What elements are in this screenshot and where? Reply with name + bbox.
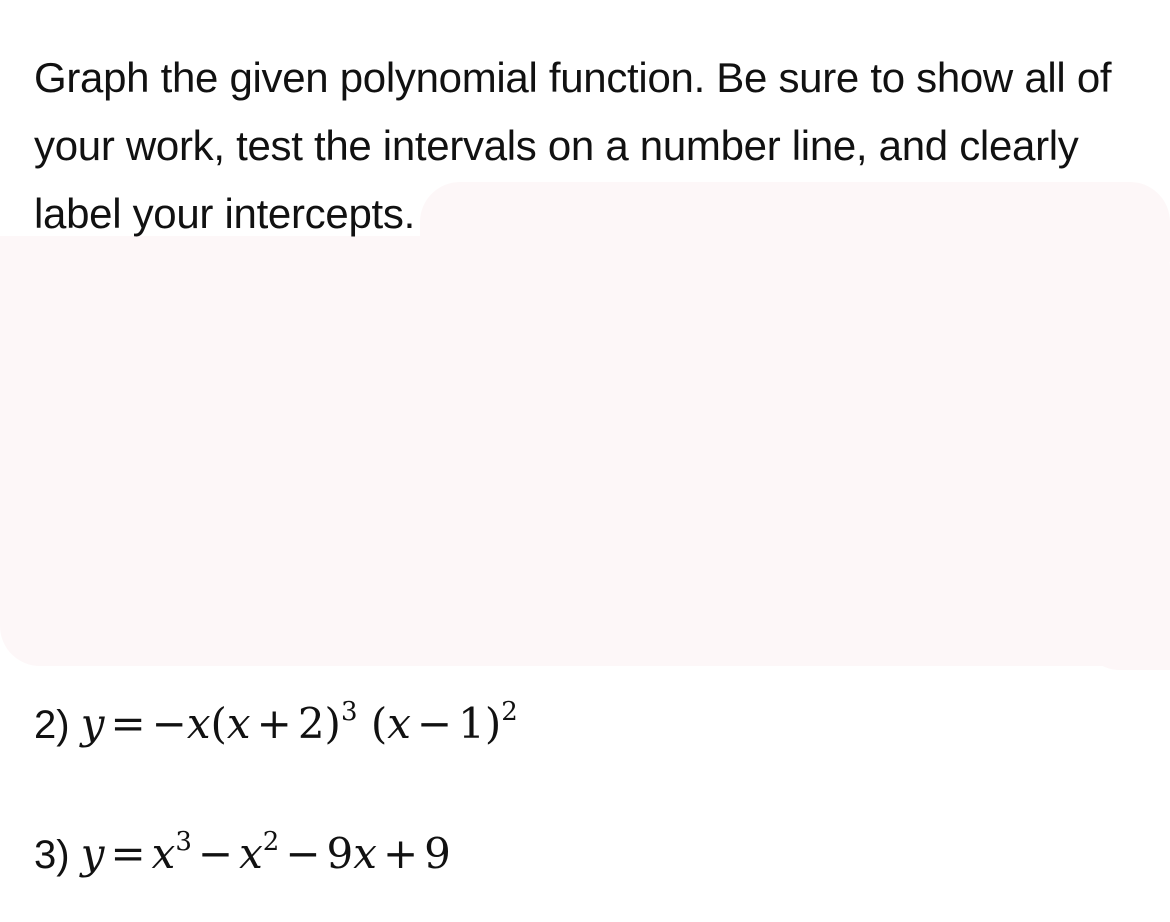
- exponent: 2: [262, 827, 280, 857]
- problem-2: [34, 694, 518, 755]
- problem-3: [34, 824, 451, 885]
- instructions-text: Graph the given polynomial function. Be sure to show all of your work, test the intervals on a number line, and clearly label your intercepts.: [34, 54, 1112, 237]
- equals-sign: =: [110, 829, 146, 878]
- plus-sign: +: [256, 699, 292, 748]
- variable-x: x: [226, 699, 251, 748]
- equals-sign: =: [110, 699, 146, 748]
- exponent: 3: [175, 827, 192, 857]
- equation: [81, 829, 451, 878]
- minus-sign: −: [416, 699, 453, 748]
- exponent: 2: [501, 697, 518, 727]
- variable-x: x: [186, 699, 211, 748]
- coefficient: 9: [326, 829, 354, 878]
- variable-x: x: [151, 829, 176, 878]
- redaction-area-edge: [1080, 520, 1170, 670]
- problem-number: 2): [34, 703, 70, 747]
- minus-sign: −: [197, 829, 234, 878]
- open-paren: (: [210, 699, 227, 748]
- variable-y: y: [80, 699, 105, 748]
- exponent: 3: [340, 697, 358, 727]
- constant: 1: [458, 699, 485, 748]
- minus-sign: −: [285, 829, 321, 878]
- negative-sign: −: [151, 699, 187, 748]
- close-paren: ): [484, 699, 502, 748]
- constant: 2: [297, 699, 325, 748]
- close-paren: ): [324, 699, 341, 748]
- redaction-area: [0, 236, 1170, 666]
- variable-x: x: [353, 829, 377, 878]
- open-paren: (: [370, 699, 388, 748]
- plus-sign: +: [382, 829, 419, 878]
- constant: 9: [424, 829, 451, 878]
- variable-x: x: [239, 829, 263, 878]
- equation: [81, 699, 518, 748]
- problem-number: 3): [34, 833, 70, 877]
- variable-y: y: [80, 829, 105, 878]
- variable-x: x: [387, 699, 411, 748]
